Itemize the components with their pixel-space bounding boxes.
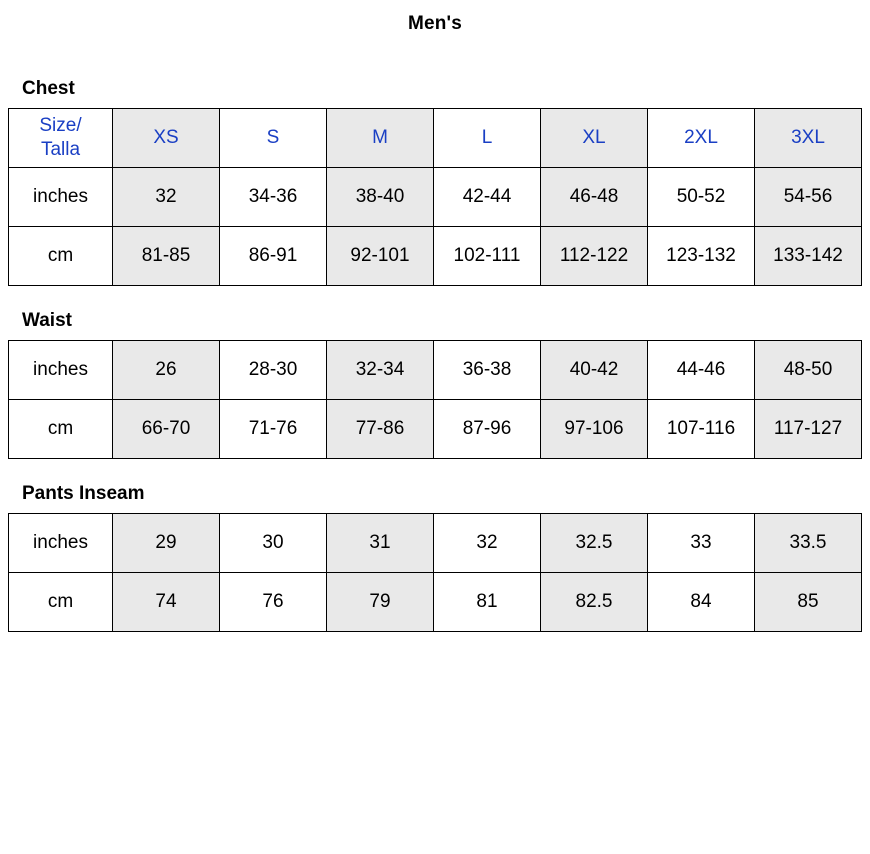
- waist-cm-m: 77-86: [327, 400, 434, 459]
- chest-inches-xl: 46-48: [541, 168, 648, 227]
- size-chart-page: [0, 13, 870, 854]
- waist-cm-xs: 66-70: [113, 400, 220, 459]
- inseam-inches-l: 32: [434, 514, 541, 573]
- waist-inches-xl: 40-42: [541, 341, 648, 400]
- size-header-xs: XS: [113, 109, 220, 168]
- inseam-inches-3xl: 33.5: [755, 514, 862, 573]
- chest-cm-xl: 112-122: [541, 227, 648, 286]
- size-header-2xl: 2XL: [648, 109, 755, 168]
- chest-cm-m: 92-101: [327, 227, 434, 286]
- chest-inches-3xl: 54-56: [755, 168, 862, 227]
- inseam-inches-m: 31: [327, 514, 434, 573]
- chest-cm-xs: 81-85: [113, 227, 220, 286]
- row-label-cm: cm: [9, 573, 113, 632]
- chest-inches-l: 42-44: [434, 168, 541, 227]
- size-label-line2: Talla: [40, 139, 81, 160]
- table-row: [9, 168, 862, 227]
- pants-inseam-table: [8, 513, 862, 632]
- chest-inches-xs: 32: [113, 168, 220, 227]
- chest-inches-s: 34-36: [220, 168, 327, 227]
- row-label-cm: cm: [9, 227, 113, 286]
- inseam-inches-xs: 29: [113, 514, 220, 573]
- chest-cm-l: 102-111: [434, 227, 541, 286]
- inseam-cm-2xl: 84: [648, 573, 755, 632]
- inseam-cm-m: 79: [327, 573, 434, 632]
- size-header-l: L: [434, 109, 541, 168]
- size-header-m: M: [327, 109, 434, 168]
- waist-cm-l: 87-96: [434, 400, 541, 459]
- chest-cm-2xl: 123-132: [648, 227, 755, 286]
- inseam-cm-s: 76: [220, 573, 327, 632]
- row-label-inches: inches: [9, 168, 113, 227]
- waist-inches-3xl: 48-50: [755, 341, 862, 400]
- inseam-cm-xl: 82.5: [541, 573, 648, 632]
- chest-table: [8, 108, 862, 286]
- size-header-3xl: 3XL: [755, 109, 862, 168]
- size-header-xl: XL: [541, 109, 648, 168]
- size-label-line1: Size/: [39, 115, 82, 137]
- inseam-cm-l: 81: [434, 573, 541, 632]
- section-heading-pants-inseam: Pants Inseam: [22, 483, 145, 504]
- waist-cm-3xl: 117-127: [755, 400, 862, 459]
- table-row: [9, 341, 862, 400]
- row-label-inches: inches: [9, 514, 113, 573]
- inseam-inches-2xl: 33: [648, 514, 755, 573]
- waist-inches-xs: 26: [113, 341, 220, 400]
- page-title: Men's: [407, 13, 463, 34]
- waist-inches-2xl: 44-46: [648, 341, 755, 400]
- waist-inches-s: 28-30: [220, 341, 327, 400]
- waist-cm-s: 71-76: [220, 400, 327, 459]
- chest-cm-s: 86-91: [220, 227, 327, 286]
- table-header-row: [9, 109, 862, 168]
- row-label-inches: inches: [9, 341, 113, 400]
- waist-cm-2xl: 107-116: [648, 400, 755, 459]
- chest-cm-3xl: 133-142: [755, 227, 862, 286]
- waist-inches-l: 36-38: [434, 341, 541, 400]
- waist-inches-m: 32-34: [327, 341, 434, 400]
- section-heading-chest: Chest: [22, 78, 75, 99]
- size-header-s: S: [220, 109, 327, 168]
- inseam-cm-xs: 74: [113, 573, 220, 632]
- inseam-inches-xl: 32.5: [541, 514, 648, 573]
- waist-cm-xl: 97-106: [541, 400, 648, 459]
- row-label-cm: cm: [9, 400, 113, 459]
- inseam-cm-3xl: 85: [755, 573, 862, 632]
- table-row: [9, 573, 862, 632]
- table-row: [9, 400, 862, 459]
- chest-inches-2xl: 50-52: [648, 168, 755, 227]
- table-row: [9, 227, 862, 286]
- inseam-inches-s: 30: [220, 514, 327, 573]
- section-heading-waist: Waist: [22, 310, 72, 331]
- size-talla-header: [9, 109, 113, 168]
- table-row: [9, 514, 862, 573]
- chest-inches-m: 38-40: [327, 168, 434, 227]
- waist-table: [8, 340, 862, 459]
